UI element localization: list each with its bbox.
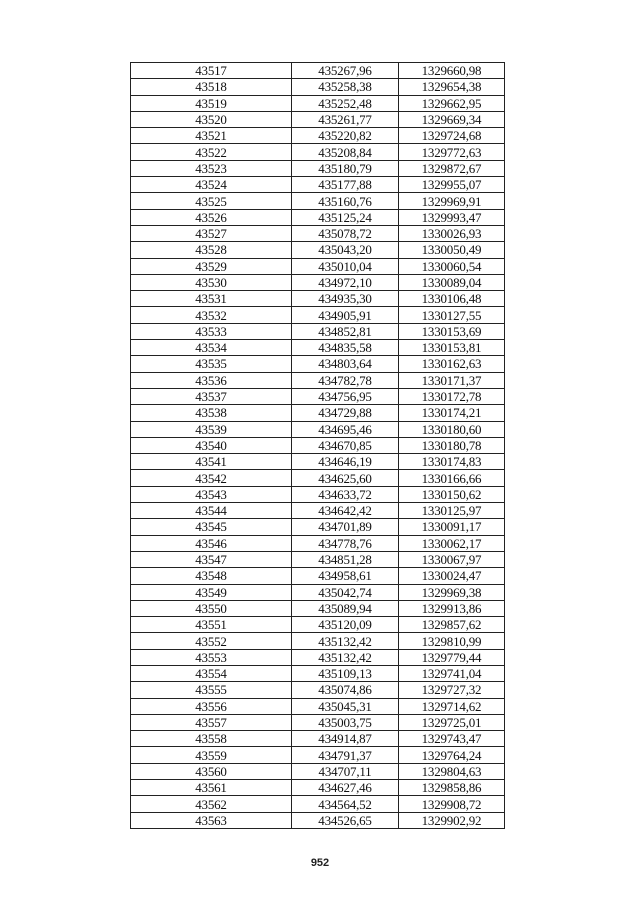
table-row xyxy=(131,503,505,519)
point-id-cell: 43539 xyxy=(131,421,292,437)
table-row xyxy=(131,372,505,388)
point-id-cell: 43536 xyxy=(131,372,292,388)
point-id-cell: 43555 xyxy=(131,682,292,698)
x-coordinate-cell: 434935,30 xyxy=(292,291,399,307)
table-row xyxy=(131,763,505,779)
y-coordinate-cell: 1330162,63 xyxy=(399,356,505,372)
table-row xyxy=(131,486,505,502)
y-coordinate-cell: 1330026,93 xyxy=(399,225,505,241)
y-coordinate-cell: 1330050,49 xyxy=(399,242,505,258)
y-coordinate-cell: 1329872,67 xyxy=(399,160,505,176)
coordinate-table-body xyxy=(131,63,505,829)
x-coordinate-cell: 434791,37 xyxy=(292,747,399,763)
point-id-cell: 43562 xyxy=(131,796,292,812)
table-row xyxy=(131,698,505,714)
table-row xyxy=(131,177,505,193)
table-row xyxy=(131,421,505,437)
x-coordinate-cell: 435109,13 xyxy=(292,665,399,681)
point-id-cell: 43545 xyxy=(131,519,292,535)
y-coordinate-cell: 1329993,47 xyxy=(399,209,505,225)
y-coordinate-cell: 1330067,97 xyxy=(399,551,505,567)
table-row xyxy=(131,812,505,828)
y-coordinate-cell: 1329725,01 xyxy=(399,714,505,730)
x-coordinate-cell: 434782,78 xyxy=(292,372,399,388)
table-row xyxy=(131,731,505,747)
table-row xyxy=(131,111,505,127)
y-coordinate-cell: 1330106,48 xyxy=(399,291,505,307)
y-coordinate-cell: 1330180,60 xyxy=(399,421,505,437)
table-row xyxy=(131,617,505,633)
point-id-cell: 43558 xyxy=(131,731,292,747)
point-id-cell: 43542 xyxy=(131,470,292,486)
table-row xyxy=(131,63,505,79)
y-coordinate-cell: 1329804,63 xyxy=(399,763,505,779)
point-id-cell: 43540 xyxy=(131,437,292,453)
x-coordinate-cell: 435043,20 xyxy=(292,242,399,258)
point-id-cell: 43523 xyxy=(131,160,292,176)
y-coordinate-cell: 1329743,47 xyxy=(399,731,505,747)
x-coordinate-cell: 435267,96 xyxy=(292,63,399,79)
x-coordinate-cell: 434646,19 xyxy=(292,454,399,470)
y-coordinate-cell: 1329857,62 xyxy=(399,617,505,633)
y-coordinate-cell: 1329654,38 xyxy=(399,79,505,95)
y-coordinate-cell: 1330171,37 xyxy=(399,372,505,388)
y-coordinate-cell: 1329858,86 xyxy=(399,780,505,796)
point-id-cell: 43529 xyxy=(131,258,292,274)
x-coordinate-cell: 434633,72 xyxy=(292,486,399,502)
point-id-cell: 43544 xyxy=(131,503,292,519)
y-coordinate-cell: 1329913,86 xyxy=(399,600,505,616)
table-row xyxy=(131,291,505,307)
table-row xyxy=(131,242,505,258)
point-id-cell: 43547 xyxy=(131,551,292,567)
point-id-cell: 43560 xyxy=(131,763,292,779)
x-coordinate-cell: 434972,10 xyxy=(292,274,399,290)
point-id-cell: 43525 xyxy=(131,193,292,209)
x-coordinate-cell: 434526,65 xyxy=(292,812,399,828)
table-row xyxy=(131,388,505,404)
x-coordinate-cell: 434914,87 xyxy=(292,731,399,747)
table-row xyxy=(131,535,505,551)
point-id-cell: 43537 xyxy=(131,388,292,404)
x-coordinate-cell: 435074,86 xyxy=(292,682,399,698)
x-coordinate-cell: 435261,77 xyxy=(292,111,399,127)
x-coordinate-cell: 434958,61 xyxy=(292,568,399,584)
point-id-cell: 43552 xyxy=(131,633,292,649)
x-coordinate-cell: 434803,64 xyxy=(292,356,399,372)
x-coordinate-cell: 435208,84 xyxy=(292,144,399,160)
x-coordinate-cell: 434642,42 xyxy=(292,503,399,519)
table-row xyxy=(131,323,505,339)
table-row xyxy=(131,714,505,730)
x-coordinate-cell: 434707,11 xyxy=(292,763,399,779)
y-coordinate-cell: 1330091,17 xyxy=(399,519,505,535)
point-id-cell: 43563 xyxy=(131,812,292,828)
point-id-cell: 43521 xyxy=(131,128,292,144)
point-id-cell: 43548 xyxy=(131,568,292,584)
point-id-cell: 43538 xyxy=(131,405,292,421)
y-coordinate-cell: 1330174,21 xyxy=(399,405,505,421)
x-coordinate-cell: 434695,46 xyxy=(292,421,399,437)
coordinate-table xyxy=(130,62,505,829)
x-coordinate-cell: 434835,58 xyxy=(292,340,399,356)
x-coordinate-cell: 435045,31 xyxy=(292,698,399,714)
x-coordinate-cell: 435132,42 xyxy=(292,649,399,665)
y-coordinate-cell: 1330166,66 xyxy=(399,470,505,486)
table-row xyxy=(131,600,505,616)
table-row xyxy=(131,633,505,649)
x-coordinate-cell: 435125,24 xyxy=(292,209,399,225)
x-coordinate-cell: 434905,91 xyxy=(292,307,399,323)
point-id-cell: 43556 xyxy=(131,698,292,714)
point-id-cell: 43551 xyxy=(131,617,292,633)
x-coordinate-cell: 434627,46 xyxy=(292,780,399,796)
table-row xyxy=(131,307,505,323)
table-row xyxy=(131,780,505,796)
y-coordinate-cell: 1329724,68 xyxy=(399,128,505,144)
table-row xyxy=(131,796,505,812)
point-id-cell: 43535 xyxy=(131,356,292,372)
y-coordinate-cell: 1329660,98 xyxy=(399,63,505,79)
table-row xyxy=(131,160,505,176)
table-row xyxy=(131,340,505,356)
y-coordinate-cell: 1329741,04 xyxy=(399,665,505,681)
x-coordinate-cell: 435003,75 xyxy=(292,714,399,730)
x-coordinate-cell: 435177,88 xyxy=(292,177,399,193)
point-id-cell: 43530 xyxy=(131,274,292,290)
y-coordinate-cell: 1330089,04 xyxy=(399,274,505,290)
x-coordinate-cell: 435180,79 xyxy=(292,160,399,176)
y-coordinate-cell: 1330150,62 xyxy=(399,486,505,502)
x-coordinate-cell: 434851,28 xyxy=(292,551,399,567)
x-coordinate-cell: 435010,04 xyxy=(292,258,399,274)
x-coordinate-cell: 435252,48 xyxy=(292,95,399,111)
point-id-cell: 43524 xyxy=(131,177,292,193)
y-coordinate-cell: 1330024,47 xyxy=(399,568,505,584)
x-coordinate-cell: 435160,76 xyxy=(292,193,399,209)
y-coordinate-cell: 1329908,72 xyxy=(399,796,505,812)
point-id-cell: 43527 xyxy=(131,225,292,241)
y-coordinate-cell: 1330127,55 xyxy=(399,307,505,323)
table-row xyxy=(131,649,505,665)
point-id-cell: 43520 xyxy=(131,111,292,127)
table-row xyxy=(131,682,505,698)
table-row xyxy=(131,405,505,421)
table-row xyxy=(131,454,505,470)
y-coordinate-cell: 1329810,99 xyxy=(399,633,505,649)
x-coordinate-cell: 435078,72 xyxy=(292,225,399,241)
point-id-cell: 43534 xyxy=(131,340,292,356)
point-id-cell: 43517 xyxy=(131,63,292,79)
y-coordinate-cell: 1330153,81 xyxy=(399,340,505,356)
table-row xyxy=(131,747,505,763)
x-coordinate-cell: 435042,74 xyxy=(292,584,399,600)
y-coordinate-cell: 1329764,24 xyxy=(399,747,505,763)
y-coordinate-cell: 1330125,97 xyxy=(399,503,505,519)
table-row xyxy=(131,356,505,372)
point-id-cell: 43532 xyxy=(131,307,292,323)
point-id-cell: 43518 xyxy=(131,79,292,95)
table-row xyxy=(131,584,505,600)
table-row xyxy=(131,225,505,241)
y-coordinate-cell: 1330174,83 xyxy=(399,454,505,470)
point-id-cell: 43559 xyxy=(131,747,292,763)
y-coordinate-cell: 1329662,95 xyxy=(399,95,505,111)
y-coordinate-cell: 1329902,92 xyxy=(399,812,505,828)
x-coordinate-cell: 434564,52 xyxy=(292,796,399,812)
y-coordinate-cell: 1329969,38 xyxy=(399,584,505,600)
table-row xyxy=(131,551,505,567)
table-row xyxy=(131,209,505,225)
y-coordinate-cell: 1330062,17 xyxy=(399,535,505,551)
y-coordinate-cell: 1330172,78 xyxy=(399,388,505,404)
y-coordinate-cell: 1330153,69 xyxy=(399,323,505,339)
y-coordinate-cell: 1329772,63 xyxy=(399,144,505,160)
x-coordinate-cell: 434778,76 xyxy=(292,535,399,551)
point-id-cell: 43526 xyxy=(131,209,292,225)
x-coordinate-cell: 435220,82 xyxy=(292,128,399,144)
table-row xyxy=(131,144,505,160)
x-coordinate-cell: 434756,95 xyxy=(292,388,399,404)
y-coordinate-cell: 1330180,78 xyxy=(399,437,505,453)
point-id-cell: 43528 xyxy=(131,242,292,258)
point-id-cell: 43541 xyxy=(131,454,292,470)
point-id-cell: 43554 xyxy=(131,665,292,681)
x-coordinate-cell: 434701,89 xyxy=(292,519,399,535)
y-coordinate-cell: 1329779,44 xyxy=(399,649,505,665)
table-row xyxy=(131,665,505,681)
point-id-cell: 43531 xyxy=(131,291,292,307)
x-coordinate-cell: 435258,38 xyxy=(292,79,399,95)
table-row xyxy=(131,470,505,486)
x-coordinate-cell: 435089,94 xyxy=(292,600,399,616)
table-row xyxy=(131,193,505,209)
table-row xyxy=(131,95,505,111)
x-coordinate-cell: 434625,60 xyxy=(292,470,399,486)
x-coordinate-cell: 435120,09 xyxy=(292,617,399,633)
table-row xyxy=(131,79,505,95)
table-row xyxy=(131,568,505,584)
y-coordinate-cell: 1329969,91 xyxy=(399,193,505,209)
point-id-cell: 43533 xyxy=(131,323,292,339)
table-row xyxy=(131,437,505,453)
point-id-cell: 43550 xyxy=(131,600,292,616)
x-coordinate-cell: 435132,42 xyxy=(292,633,399,649)
y-coordinate-cell: 1329955,07 xyxy=(399,177,505,193)
point-id-cell: 43557 xyxy=(131,714,292,730)
point-id-cell: 43519 xyxy=(131,95,292,111)
y-coordinate-cell: 1329669,34 xyxy=(399,111,505,127)
table-row xyxy=(131,128,505,144)
y-coordinate-cell: 1329714,62 xyxy=(399,698,505,714)
point-id-cell: 43561 xyxy=(131,780,292,796)
point-id-cell: 43549 xyxy=(131,584,292,600)
table-row xyxy=(131,258,505,274)
x-coordinate-cell: 434670,85 xyxy=(292,437,399,453)
x-coordinate-cell: 434852,81 xyxy=(292,323,399,339)
point-id-cell: 43553 xyxy=(131,649,292,665)
table-row xyxy=(131,274,505,290)
x-coordinate-cell: 434729,88 xyxy=(292,405,399,421)
point-id-cell: 43522 xyxy=(131,144,292,160)
point-id-cell: 43543 xyxy=(131,486,292,502)
y-coordinate-cell: 1330060,54 xyxy=(399,258,505,274)
y-coordinate-cell: 1329727,32 xyxy=(399,682,505,698)
page-number: 952 xyxy=(310,857,330,869)
point-id-cell: 43546 xyxy=(131,535,292,551)
table-row xyxy=(131,519,505,535)
